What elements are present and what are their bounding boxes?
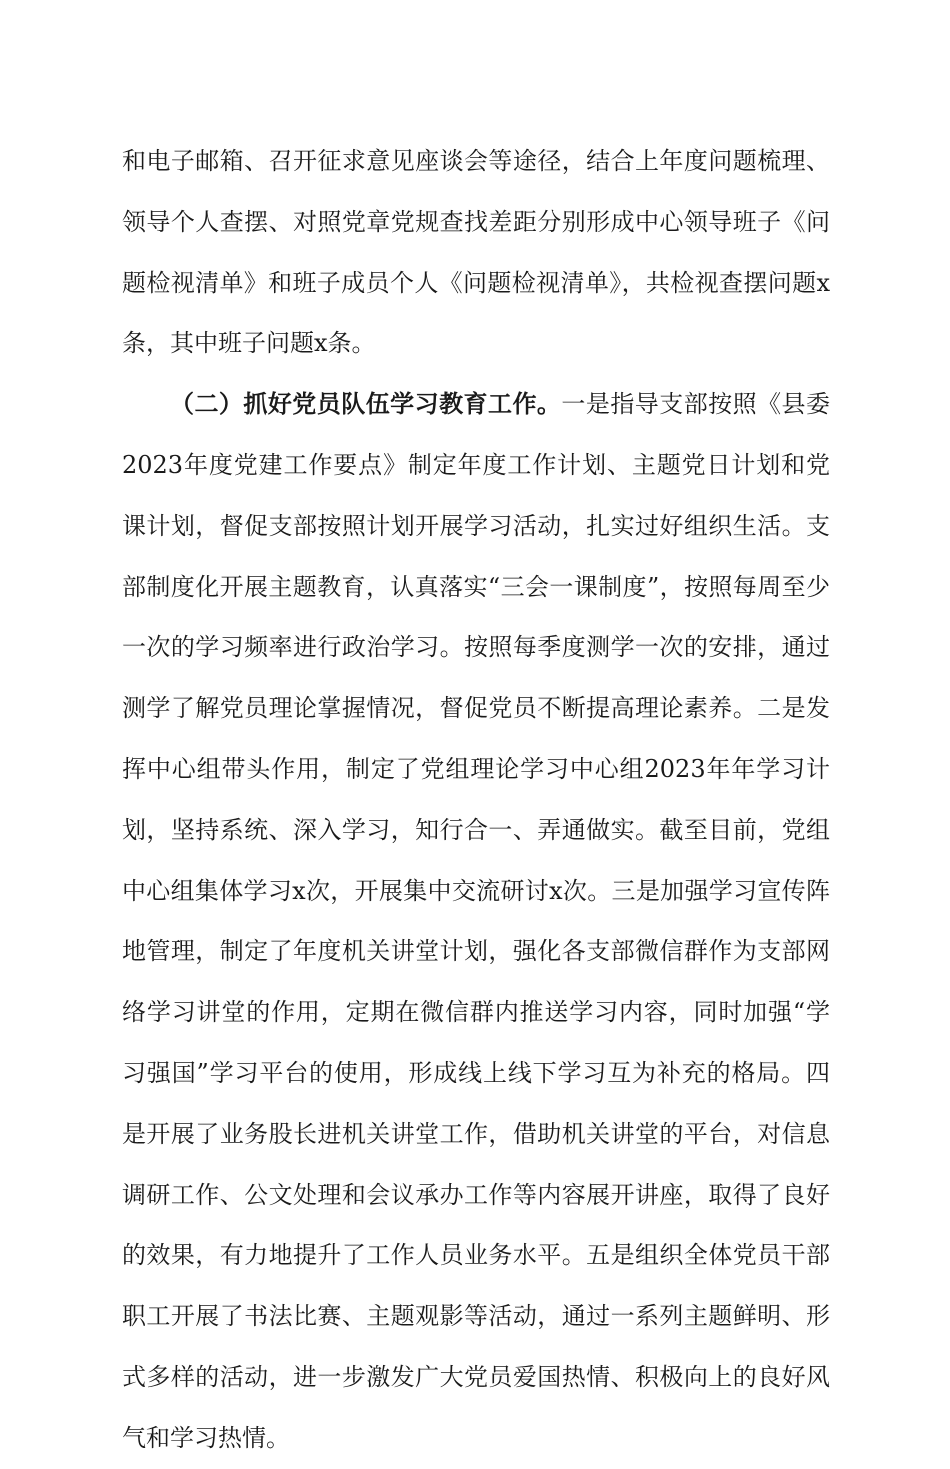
paragraph-section-two: [122, 374, 830, 1468]
document-body: [122, 131, 830, 1469]
paragraph-continuation: 和电子邮箱、召开征求意见座谈会等途径，结合上年度问题梳理、领导个人查摆、对照党章党规查找差距分别形成中心领导班子《问题检视清单》和班子成员个人《问题检视清单》，共检视查摆问题x条，其中班子问题x条。: [122, 147, 830, 358]
section-two-body: 一是指导支部按照《县委2023年度党建工作要点》制定年度工作计划、主题党日计划和党课计划，督促支部按照计划开展学习活动，扎实过好组织生活。支部制度化开展主题教育，认真落实“三会一课制度”，按照每周至少一次的学习频率进行政治学习。按照每季度测学一次的安排，通过测学了解党员理论掌握情况，督促党员不断提高理论素养。二是发挥中心组带头作用，制定了党组理论学习中心组2023年年学习计划，坚持系统、深入学习，知行合一、弄通做实。截至目前，党组中心组集体学习x次，开展集中交流研讨x次。三是加强学习宣传阵地管理，制定了年度机关讲堂计划，强化各支部微信群作为支部网络学习讲堂的作用，定期在微信群内推送学习内容，同时加强“学习强国”学习平台的使用，形成线上线下学习互为补充的格局。四是开展了业务股长进机关讲堂工作，借助机关讲堂的平台，对信息调研工作、公文处理和会议承办工作等内容展开讲座，取得了良好的效果，有力地提升了工作人员业务水平。五是组织全体党员干部职工开展了书法比赛、主题观影等活动，通过一系列主题鲜明、形式多样的活动，进一步激发广大党员爱国热情、积极向上的良好风气和学习热情。: [122, 390, 831, 1452]
section-two-heading: （二）抓好党员队伍学习教育工作。: [170, 390, 562, 419]
